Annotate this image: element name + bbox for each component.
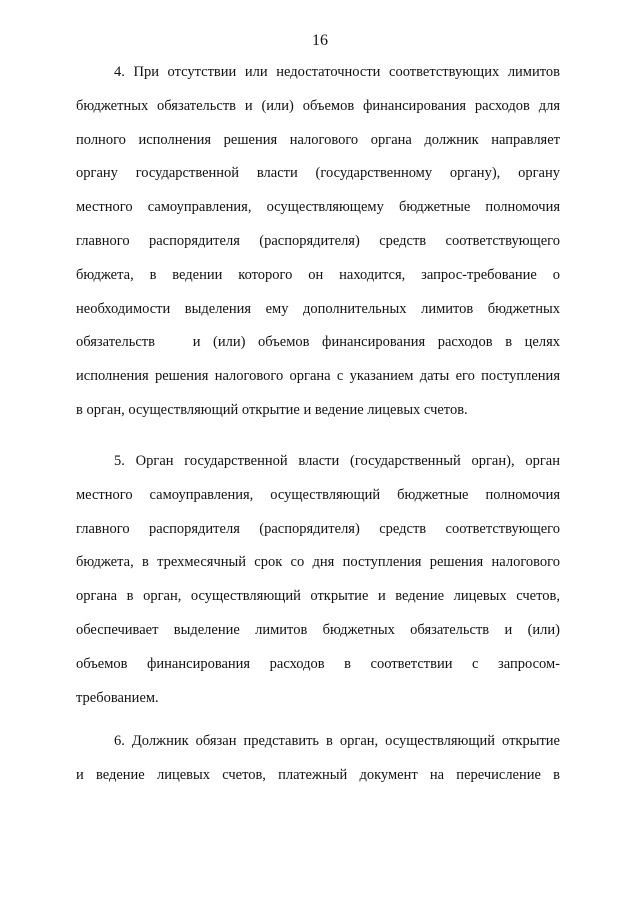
text-line: объемов финансирования расходов в соответствии с запросом- (76, 655, 560, 672)
text-line: и ведение лицевых счетов, платежный документ на перечисление в (76, 766, 560, 783)
text-line: в орган, осуществляющий открытие и ведение лицевых счетов. (76, 401, 468, 418)
text-line: бюджета, в трехмесячный срок со дня поступления решения налогового (76, 554, 560, 571)
paragraph-4 (76, 56, 560, 428)
text-line: 6. Должник обязан представить в орган, осуществляющий открытие (114, 733, 560, 749)
text-line: местного самоуправления, осуществляющему бюджетные полномочия (76, 199, 560, 216)
paragraph-5 (76, 445, 560, 715)
text-line: необходимости выделения ему дополнительных лимитов бюджетных (76, 300, 560, 317)
text-line: исполнения решения налогового органа с указанием даты его поступления (76, 368, 560, 385)
text-line: главного распорядителя (распорядителя) средств соответствующего (76, 232, 560, 249)
text-line: органа в орган, осуществляющий открытие и ведение лицевых счетов, (76, 588, 560, 605)
page-number: 16 (312, 32, 328, 49)
text-line: бюджетных обязательств и (или) объемов финансирования расходов для (76, 97, 560, 114)
text-line: местного самоуправления, осуществляющий бюджетные полномочия (76, 486, 560, 503)
text-line: органу государственной власти (государственному органу), органу (76, 165, 560, 182)
text-line: требованием. (76, 689, 159, 706)
text-line: 4. При отсутствии или недостаточности соответствующих лимитов (114, 64, 560, 80)
text-line: полного исполнения решения налогового органа должник направляет (76, 131, 560, 148)
text-line: обеспечивает выделение лимитов бюджетных обязательств и (или) (76, 621, 560, 638)
text-line: обязательств и (или) объемов финансирования расходов в целях (76, 334, 560, 351)
paragraph-6 (76, 725, 560, 793)
text-line: 5. Орган государственной власти (государственный орган), орган (114, 453, 560, 469)
text-line: бюджета, в ведении которого он находится, запрос-требование о (76, 266, 560, 283)
text-line: главного распорядителя (распорядителя) средств соответствующего (76, 520, 560, 537)
